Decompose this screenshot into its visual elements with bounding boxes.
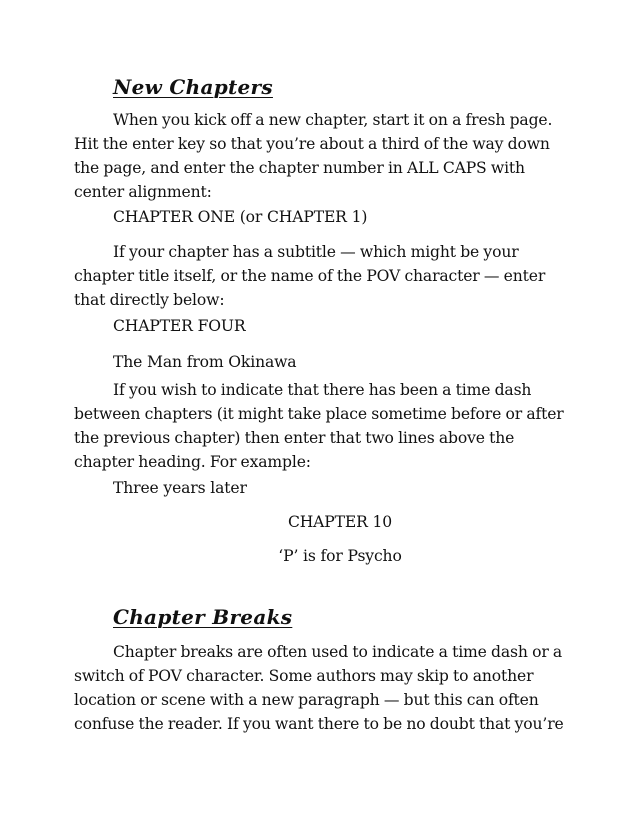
example-time-dash: Three years later	[113, 479, 247, 497]
paragraph-subtitle: If your chapter has a subtitle — which might be your chapter title itself, or the name of the POV character — enter that directly below:	[74, 243, 546, 309]
example-chapter-ten-subtitle: ‘P’ is for Psycho	[278, 547, 402, 565]
paragraph-chapter-breaks: Chapter breaks are often used to indicate a time dash or a switch of POV character. Some authors may skip to another location or scene with a new paragraph — but this can often confuse the reader. If you want there to be no doubt that you’re	[74, 643, 564, 733]
paragraph-time-dash: If you wish to indicate that there has been a time dash between chapters (it might take place sometime before or after the previous chapter) then enter that two lines above the chapter heading. For example:	[74, 381, 564, 471]
example-chapter-subtitle: The Man from Okinawa	[113, 353, 297, 371]
paragraph-new-chapter-intro: When you kick off a new chapter, start it on a fresh page. Hit the enter key so that you’re about a third of the way down the page, and enter the chapter number in ALL CAPS with center alignment:	[74, 111, 553, 201]
example-chapter-one: CHAPTER ONE (or CHAPTER 1)	[113, 208, 368, 226]
section-heading-new-chapters: New Chapters	[113, 75, 273, 99]
section-heading-chapter-breaks: Chapter Breaks	[113, 605, 293, 629]
example-chapter-ten: CHAPTER 10	[287, 513, 393, 531]
example-chapter-four: CHAPTER FOUR	[113, 317, 246, 335]
